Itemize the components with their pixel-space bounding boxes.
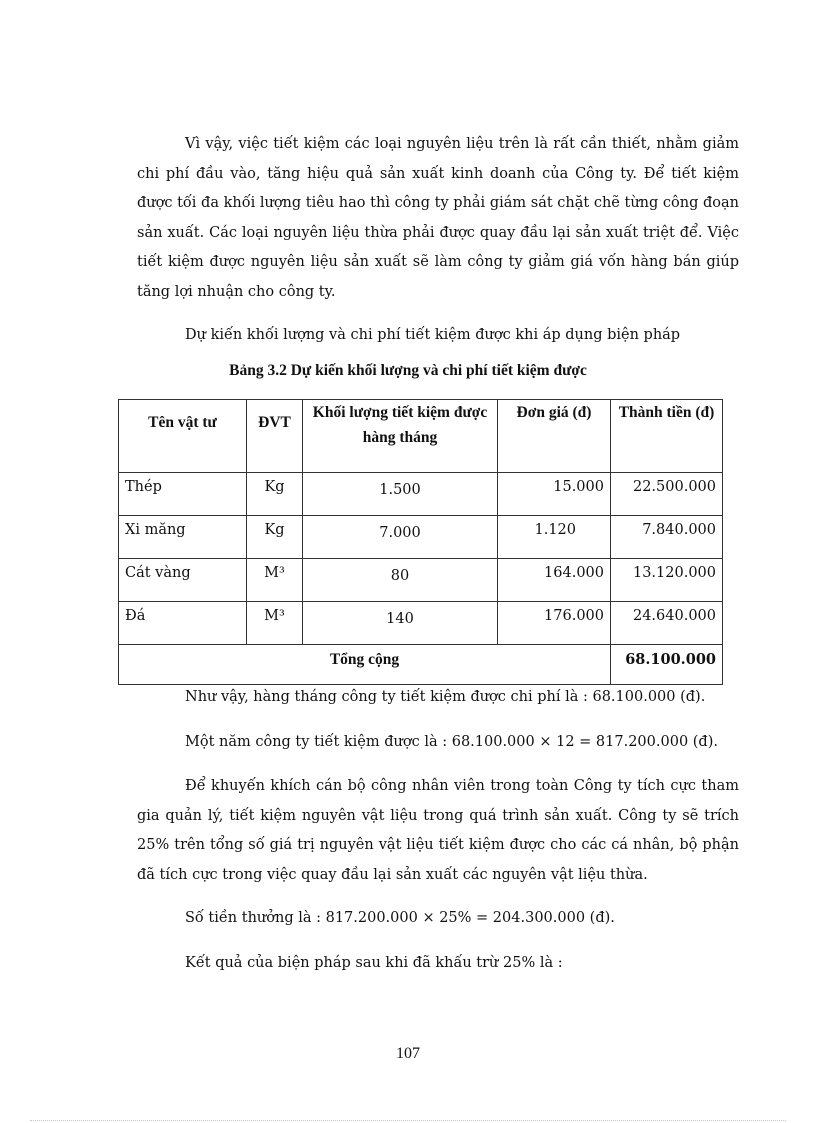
- cell-amount: 7.840.000: [611, 516, 723, 559]
- cell-qty: 1.500: [303, 473, 498, 516]
- paragraph-bonus-amount: Số tiền thưởng là : 817.200.000 × 25% = 204.300.000 (đ).: [185, 910, 615, 926]
- page-number: 107: [396, 1045, 420, 1062]
- cell-qty: 7.000: [303, 516, 498, 559]
- cell-amount: 13.120.000: [611, 559, 723, 602]
- cell-unit: Kg: [247, 516, 303, 559]
- paragraph-monthly-saving: Như vậy, hàng tháng công ty tiết kiệm được chi phí là : 68.100.000 (đ).: [185, 689, 706, 705]
- cell-name: Cát vàng: [119, 559, 247, 602]
- header-price: Đơn giá (đ): [498, 400, 611, 473]
- cell-name: Thép: [119, 473, 247, 516]
- cell-unit: M³: [247, 559, 303, 602]
- paragraph-table-intro: Dự kiến khối lượng và chi phí tiết kiệm được khi áp dụng biện pháp: [185, 327, 681, 343]
- cell-price: 164.000: [498, 559, 611, 602]
- header-unit: ĐVT: [247, 400, 303, 473]
- table-total-row: [119, 645, 723, 685]
- header-amount: Thành tiền (đ): [611, 400, 723, 473]
- table-row: [119, 473, 723, 516]
- cell-unit: M³: [247, 602, 303, 645]
- paragraph-intro: Vì vậy, việc tiết kiệm các loại nguyên liệu trên là rất cần thiết, nhằm giảm chi phí đầu vào, tăng hiệu quả sản xuất kinh doanh của Công ty. Để tiết kiệm được tối đa khối lượng tiêu hao thì công ty phải giám sát chặt chẽ từng công đoạn sản xuất. Các loại nguyên liệu thừa phải được quay đầu lại sản xuất triệt để. Việc tiết kiệm được nguyên liệu sản xuất sẽ làm công ty giảm giá vốn hàng bán giúp tăng lợi nhuận cho công ty.: [137, 136, 739, 300]
- cell-price: 176.000: [498, 602, 611, 645]
- paragraph-bonus-policy: Để khuyến khích cán bộ công nhân viên trong toàn Công ty tích cực tham gia quản lý, tiết kiệm nguyên vật liệu trong quá trình sản xuất. Công ty sẽ trích 25% trên tổng số giá trị nguyên vật liệu tiết kiệm được cho các cá nhân, bộ phận đã tích cực trong việc quay đầu lại sản xuất các nguyên vật liệu thừa.: [137, 778, 739, 883]
- footer-divider: [30, 1120, 786, 1121]
- table-row: [119, 516, 723, 559]
- header-qty: Khối lượng tiết kiệm được hàng tháng: [303, 400, 498, 473]
- cell-qty: 140: [303, 602, 498, 645]
- total-label: Tổng cộng: [119, 645, 611, 685]
- table-row: [119, 602, 723, 645]
- table-row: [119, 559, 723, 602]
- cell-amount: 22.500.000: [611, 473, 723, 516]
- cell-price: 15.000: [498, 473, 611, 516]
- cell-price: 1.120: [498, 516, 611, 559]
- total-value: 68.100.000: [611, 645, 723, 685]
- table-caption: Bảng 3.2 Dự kiến khối lượng và chi phí tiết kiệm được: [229, 362, 587, 379]
- paragraph-result: Kết quả của biện pháp sau khi đã khấu trừ 25% là :: [185, 955, 563, 971]
- paragraph-yearly-saving: Một năm công ty tiết kiệm được là : 68.100.000 × 12 = 817.200.000 (đ).: [185, 734, 718, 750]
- cell-amount: 24.640.000: [611, 602, 723, 645]
- cell-unit: Kg: [247, 473, 303, 516]
- table-header-row: [119, 400, 723, 473]
- header-name: Tên vật tư: [119, 400, 247, 473]
- cell-qty: 80: [303, 559, 498, 602]
- savings-table: [118, 399, 723, 685]
- cell-name: Xi măng: [119, 516, 247, 559]
- cell-name: Đá: [119, 602, 247, 645]
